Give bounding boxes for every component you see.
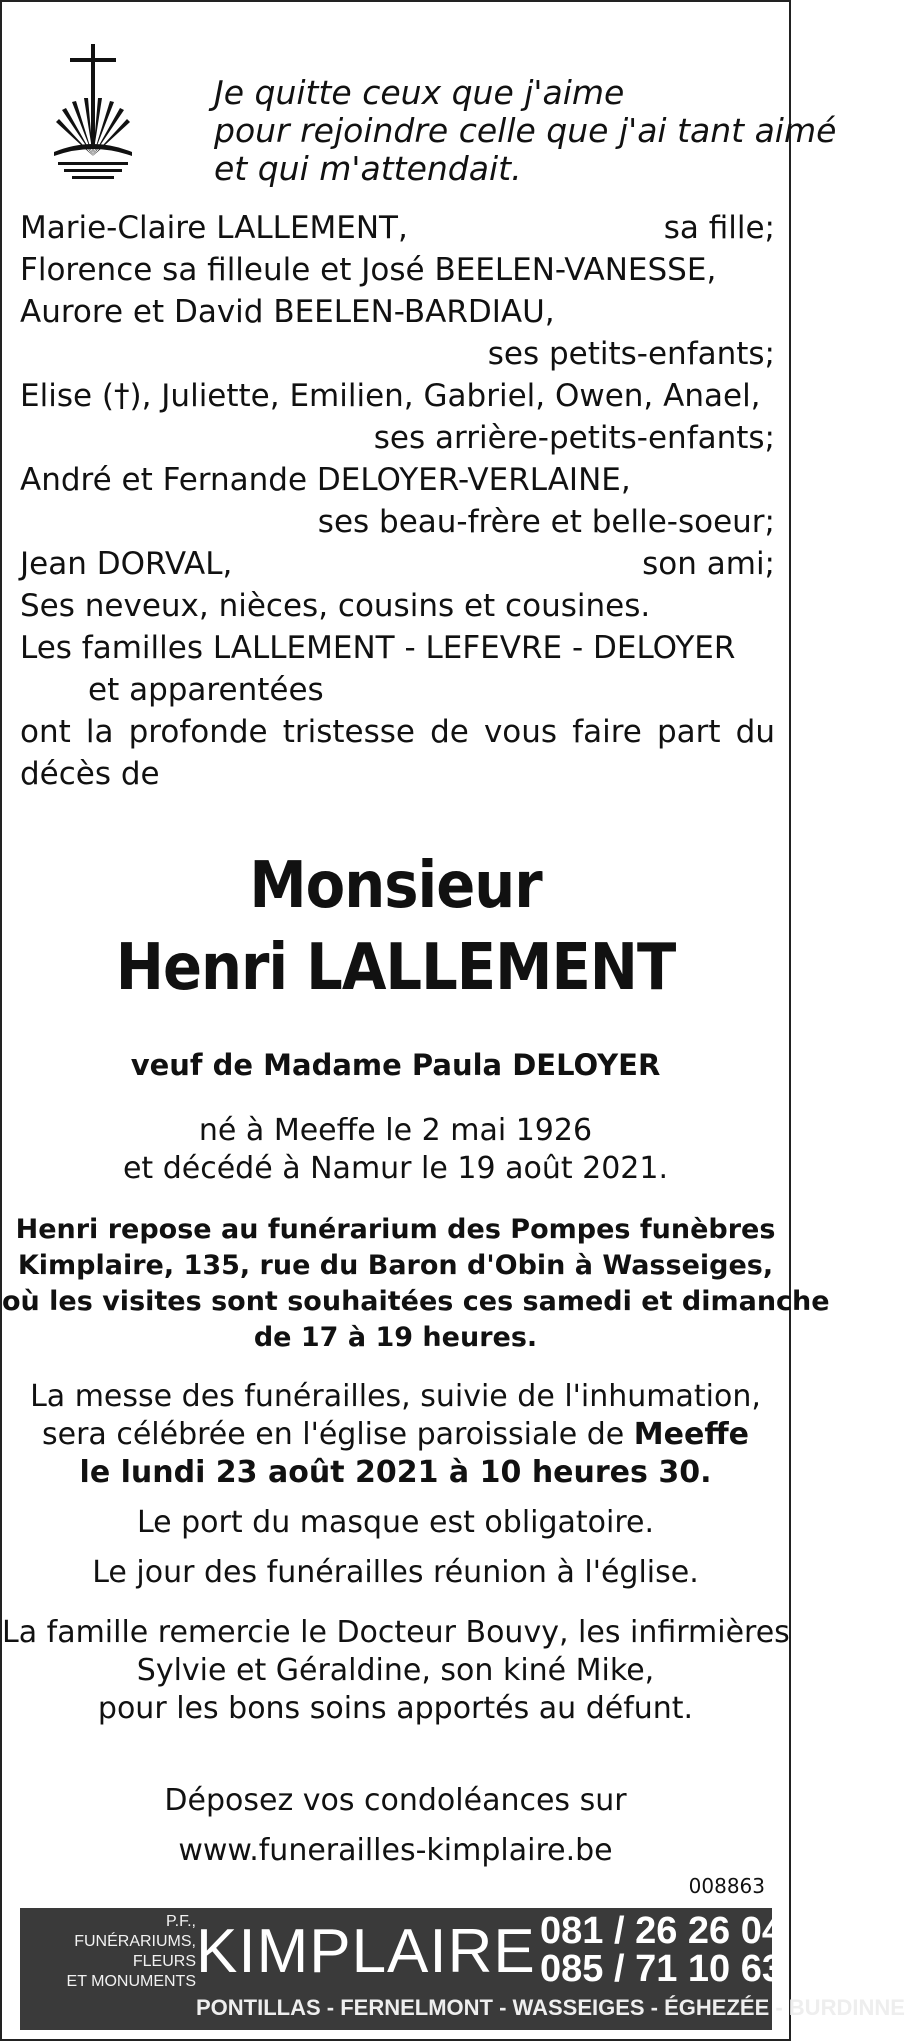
visit-line: de 17 à 19 heures. — [253, 1322, 538, 1353]
thanks-block — [2, 1614, 789, 1728]
funeral-home-banner — [20, 1908, 905, 2030]
quote-line: pour rejoindre celle que j'ai tant aimé — [214, 111, 837, 150]
phone-number[interactable]: 085 / 71 10 63 — [540, 1948, 783, 1990]
relation: ses petits-enfants; — [487, 336, 775, 372]
relation: ses arrière-petits-enfants; — [373, 420, 775, 456]
mass-text: sera célébrée en l'église paroissiale de — [42, 1417, 634, 1452]
family-member: Florence sa filleule et José BEELEN-VANESSE, — [20, 252, 717, 288]
mass-line — [2, 1416, 789, 1454]
mask-note: Le port du masque est obligatoire. — [136, 1505, 655, 1540]
family-row — [20, 543, 775, 585]
family-member: Marie-Claire LALLEMENT, — [20, 210, 408, 246]
dates-block — [2, 1112, 789, 1188]
family-member: André et Fernande DELOYER-VERLAINE, — [20, 462, 631, 498]
cross-sun-icon — [50, 44, 136, 184]
condolences-url[interactable]: www.funerailles-kimplaire.be — [178, 1833, 613, 1868]
deceased-name: Henri LALLEMENT — [115, 931, 676, 1005]
document-number: 008863 — [688, 1874, 765, 1898]
mass-place: Meeffe — [633, 1417, 749, 1452]
announcement-word: ont — [20, 714, 71, 750]
mass-date: le lundi 23 août 2021 à 10 heures 30. — [79, 1455, 712, 1490]
family-list — [20, 207, 775, 795]
meeting-note: Le jour des funérailles réunion à l'église. — [92, 1555, 699, 1590]
family-member: Ses neveux, nièces, cousins et cousines. — [20, 588, 651, 624]
announcement-word: faire — [572, 714, 642, 750]
announcement-word: part — [656, 714, 721, 750]
announcement-line: décès de — [20, 756, 160, 792]
visitation-block — [2, 1212, 830, 1356]
mass-block — [2, 1378, 789, 1492]
mass-line: La messe des funérailles, suivie de l'inhumation, — [30, 1379, 761, 1414]
towns-list: PONTILLAS - FERNELMONT - WASSEIGES - ÉGHEZÉE - BURDINNE — [196, 1995, 905, 2020]
services-list — [26, 1912, 196, 1992]
service-line: ET MONUMENTS — [66, 1973, 196, 1990]
visit-line: où les visites sont souhaitées ces samedi et dimanche — [2, 1286, 830, 1317]
relation: sa fille; — [663, 210, 775, 246]
birth-line: né à Meeffe le 2 mai 1926 — [198, 1113, 593, 1148]
family-member: Aurore et David BEELEN-BARDIAU, — [20, 294, 555, 330]
widow-of: veuf de Madame Paula DELOYER — [130, 1048, 661, 1082]
relation: son ami; — [642, 546, 775, 582]
visit-line: Henri repose au funérarium des Pompes funèbres — [15, 1214, 776, 1245]
announcement-word: vous — [483, 714, 558, 750]
service-line: P.F., — [166, 1913, 196, 1930]
epitaph-quote — [214, 73, 837, 188]
announcement-word: tristesse — [282, 714, 415, 750]
family-member: et apparentées — [88, 672, 324, 708]
brand-name: KIMPLAIRE — [196, 1917, 536, 1986]
quote-line: Je quitte ceux que j'aime — [214, 73, 625, 112]
deceased-title: Monsieur — [249, 849, 542, 923]
quote-line: et qui m'attendait. — [214, 149, 522, 188]
family-member: Elise (†), Juliette, Emilien, Gabriel, Owen, Anael, — [20, 378, 761, 414]
thanks-line: La famille remercie le Docteur Bouvy, les infirmières — [2, 1615, 790, 1650]
death-line: et décédé à Namur le 19 août 2021. — [122, 1151, 669, 1186]
visit-line: Kimplaire, 135, rue du Baron d'Obin à Wasseiges, — [17, 1250, 774, 1281]
family-row — [20, 207, 775, 249]
announcement-line — [20, 711, 775, 753]
announcement-word: de — [430, 714, 469, 750]
announcement-word: du — [735, 714, 775, 750]
family-member: Jean DORVAL, — [20, 546, 233, 582]
announcement-word: la — [85, 714, 114, 750]
family-member: Les familles LALLEMENT - LEFEVRE - DELOYER — [20, 630, 736, 666]
thanks-line: pour les bons soins apportés au défunt. — [97, 1691, 694, 1726]
relation: ses beau-frère et belle-soeur; — [317, 504, 775, 540]
service-line: FLEURS — [132, 1953, 196, 1970]
thanks-line: Sylvie et Géraldine, son kiné Mike, — [136, 1653, 655, 1688]
announcement-word: profonde — [128, 714, 268, 750]
condolences-text: Déposez vos condoléances sur — [164, 1783, 627, 1818]
service-line: FUNÉRARIUMS, — [74, 1933, 196, 1950]
phone-number[interactable]: 081 / 26 26 04 — [540, 1910, 783, 1952]
condolences-block — [2, 1776, 789, 1876]
phone-numbers — [540, 1910, 783, 1990]
